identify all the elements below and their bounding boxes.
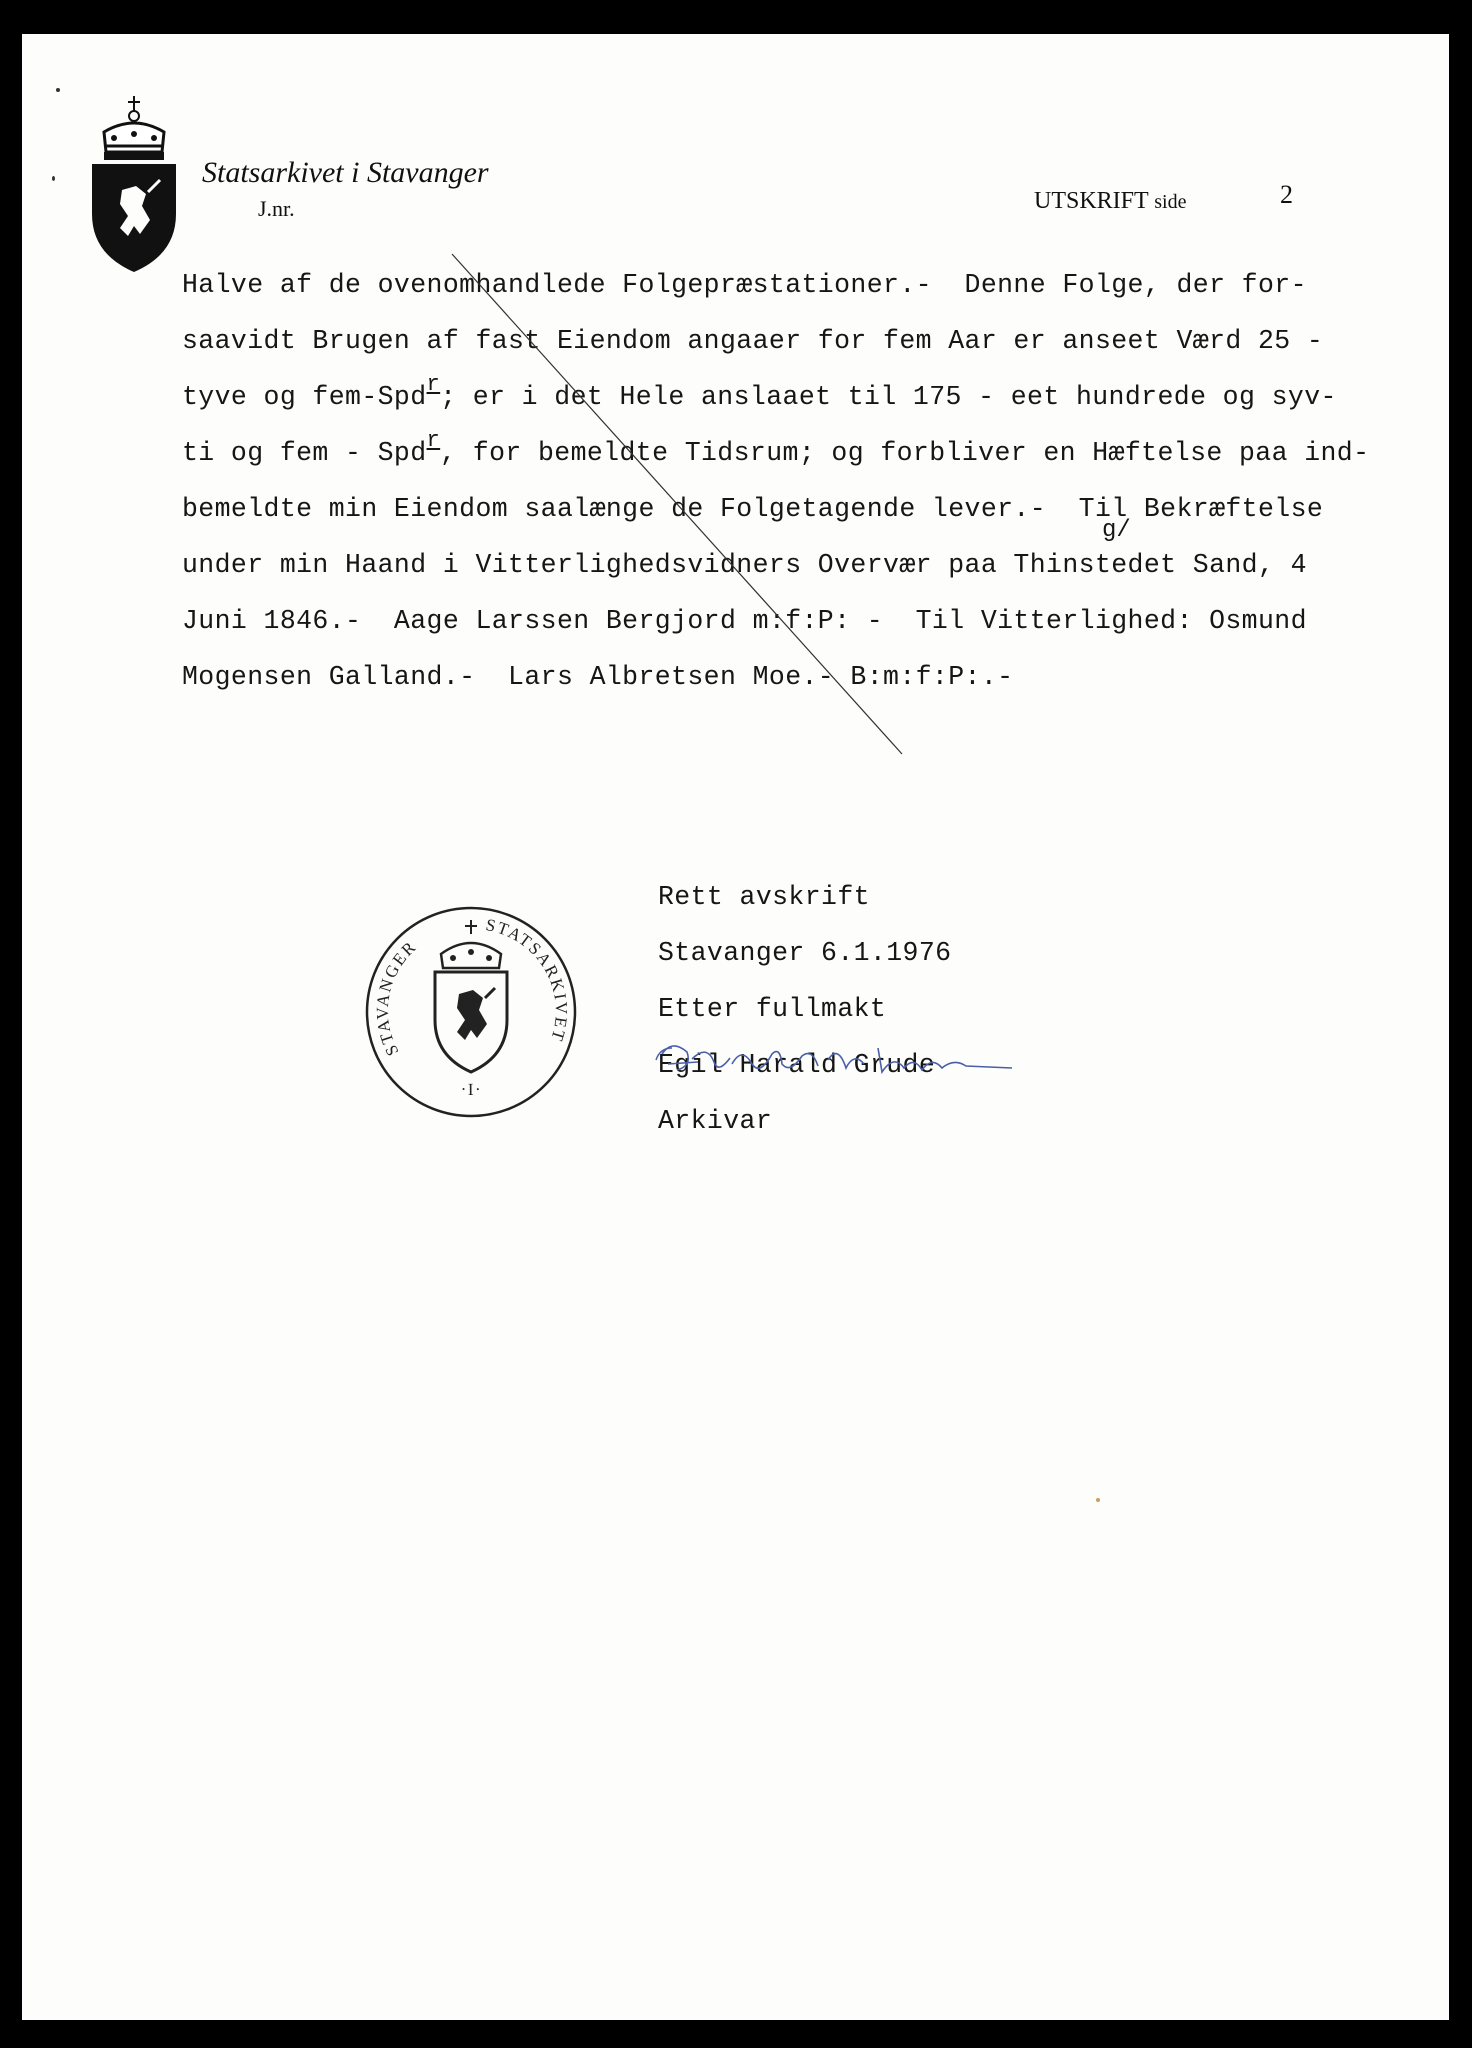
paper-speck [56, 88, 60, 92]
paper-speck [52, 176, 55, 181]
body-text: under min Haand i Vitterlighedsvidners Overvær paa Thinstedet Sand, 4 [182, 550, 1307, 580]
body-text: Mogensen Galland.- Lars Albretsen Moe.- B:m:f:P:.- [182, 662, 1014, 692]
closing-place-date: Stavanger 6.1.1976 [658, 938, 952, 968]
paper-speck [1096, 1498, 1100, 1502]
closing-signatory-name: Egil Harald Grude [658, 1050, 936, 1080]
handwritten-correction: g/ [1102, 517, 1131, 544]
strike-through-line [432, 244, 912, 764]
utskrift-word: UTSKRIFT [1034, 188, 1149, 214]
utskrift-label [1034, 188, 1186, 215]
svg-text:STAVANGER [373, 937, 421, 1059]
body-text: , for bemeldte Tidsrum; og forbliver en Hæftelse paa ind- [440, 438, 1370, 468]
seal-text-bottom: ·I· [459, 1079, 484, 1100]
document-page [22, 34, 1449, 2020]
archive-name: Statsarkivet i Stavanger [202, 156, 489, 189]
handwritten-signature [632, 1034, 1032, 1104]
journal-number-label: J.nr. [258, 196, 295, 221]
body-text: saavidt Brugen af fast Eiendom angaaer for fem Aar er anseet Værd 25 - [182, 326, 1324, 356]
body-text: bemeldte min Eiendom saalænge de Folgetagende lever.- Til Bekræftelse [182, 494, 1324, 524]
superscript-r: r [426, 428, 441, 453]
body-text: tyve og fem-Spd [182, 382, 427, 412]
seal-text-left: STAVANGER [372, 936, 421, 1059]
official-seal-icon [361, 902, 581, 1122]
closing-signatory-title: Arkivar [658, 1106, 773, 1136]
body-text: Halve af de ovenomhandlede Folgepræstationer.- Denne Folge, der for- [182, 270, 1307, 300]
seal-text-right: STATSARKIVET [484, 915, 571, 1045]
svg-text:·I· [460, 1079, 484, 1099]
side-word: side [1154, 191, 1187, 213]
body-text: Juni 1846.- Aage Larssen Bergjord m:f:P: - Til Vitterlighed: Osmund [182, 606, 1307, 636]
closing-authority: Etter fullmakt [658, 994, 887, 1024]
svg-text:STATSARKIVET [484, 915, 571, 1045]
body-text: ti og fem - Spd [182, 438, 427, 468]
body-text: ; er i det Hele anslaaet til 175 - eet hundrede og syv- [440, 382, 1337, 412]
coat-of-arms-icon [84, 94, 184, 274]
closing-certified-copy: Rett avskrift [658, 882, 870, 912]
superscript-r: r [426, 372, 441, 397]
page-number: 2 [1280, 180, 1293, 209]
